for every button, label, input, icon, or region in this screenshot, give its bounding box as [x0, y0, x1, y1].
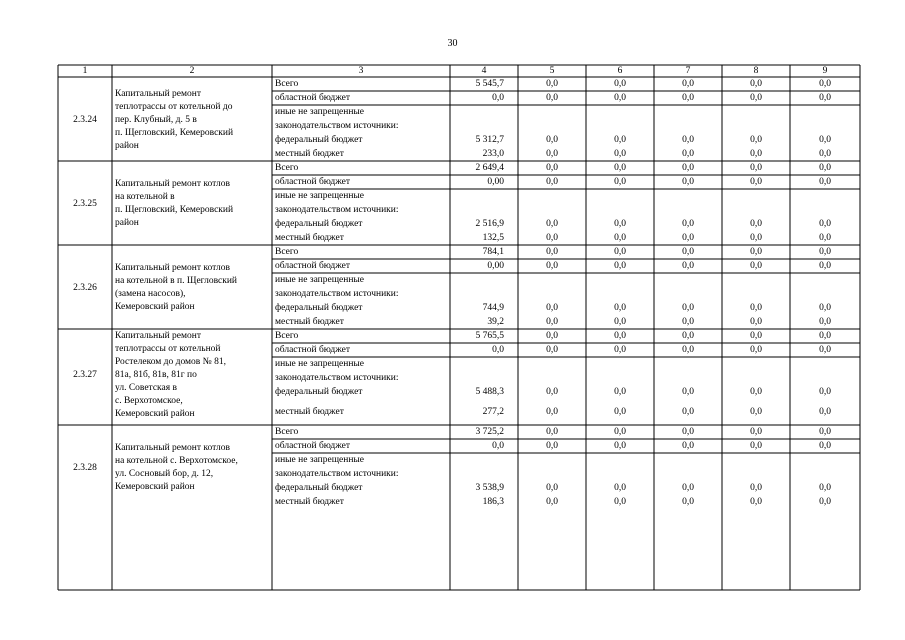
- column-header: 3: [358, 66, 364, 76]
- amount-year: 0,0: [546, 79, 558, 89]
- funding-source-label: областной бюджет: [275, 93, 351, 103]
- amount-year: 0,0: [546, 93, 558, 103]
- amount-year: 0,0: [682, 79, 694, 89]
- object-name-line: с. Верхотомское,: [115, 395, 183, 406]
- amount-year: 0,0: [614, 331, 626, 341]
- amount-total: 39,2: [487, 317, 504, 327]
- amount-year: 0,0: [682, 497, 694, 507]
- amount-year: 0,0: [750, 93, 762, 103]
- amount-year: 0,0: [750, 317, 762, 327]
- amount-year: 0,0: [614, 149, 626, 159]
- object-name-line: Капитальный ремонт: [115, 88, 202, 99]
- amount-year: 0,0: [750, 135, 762, 145]
- amount-year: 0,0: [750, 427, 762, 437]
- amount-year: 0,0: [750, 387, 762, 397]
- amount-year: 0,0: [682, 149, 694, 159]
- amount-year: 0,0: [682, 233, 694, 243]
- amount-year: 0,0: [546, 177, 558, 187]
- funding-source-label: законодательством источники:: [275, 469, 399, 479]
- object-name-line: теплотрассы от котельной до: [115, 101, 233, 112]
- amount-year: 0,0: [546, 135, 558, 145]
- amount-year: 0,0: [819, 303, 831, 313]
- object-name-line: ул. Советская в: [115, 382, 177, 393]
- object-name-line: Кемеровский район: [115, 408, 195, 419]
- amount-year: 0,0: [750, 247, 762, 257]
- amount-year: 0,0: [682, 261, 694, 271]
- amount-year: 0,0: [750, 407, 762, 417]
- amount-year: 0,0: [682, 303, 694, 313]
- amount-total: 5 312,7: [475, 135, 504, 145]
- amount-year: 0,0: [614, 135, 626, 145]
- amount-year: 0,0: [750, 79, 762, 89]
- object-name-line: район: [115, 218, 139, 228]
- amount-year: 0,0: [682, 441, 694, 451]
- funding-source-label: областной бюджет: [275, 261, 351, 271]
- amount-year: 0,0: [682, 427, 694, 437]
- amount-year: 0,0: [682, 219, 694, 229]
- amount-year: 0,0: [614, 247, 626, 257]
- amount-year: 0,0: [750, 261, 762, 271]
- funding-source-label: федеральный бюджет: [275, 483, 363, 493]
- funding-source-label: Всего: [275, 163, 299, 173]
- amount-year: 0,0: [614, 483, 626, 493]
- funding-source-label: областной бюджет: [275, 441, 351, 451]
- amount-year: 0,0: [750, 219, 762, 229]
- amount-year: 0,0: [546, 247, 558, 257]
- amount-total: 0,0: [492, 345, 504, 355]
- amount-year: 0,0: [546, 261, 558, 271]
- funding-source-label: Всего: [275, 331, 299, 341]
- funding-source-label: местный бюджет: [275, 149, 344, 159]
- column-header: 4: [481, 66, 487, 76]
- amount-year: 0,0: [682, 177, 694, 187]
- amount-total: 0,0: [492, 93, 504, 103]
- column-header: 6: [617, 66, 623, 76]
- funding-source-label: иные не запрещенные: [275, 455, 365, 465]
- amount-year: 0,0: [546, 317, 558, 327]
- object-name-line: 81а, 81б, 81в, 81г по: [115, 369, 197, 380]
- column-header: 5: [549, 66, 555, 76]
- amount-year: 0,0: [819, 317, 831, 327]
- amount-year: 0,0: [614, 163, 626, 173]
- amount-year: 0,0: [614, 261, 626, 271]
- amount-year: 0,0: [819, 163, 831, 173]
- object-name-line: Капитальный ремонт котлов: [115, 443, 231, 453]
- amount-year: 0,0: [614, 427, 626, 437]
- funding-source-label: Всего: [275, 247, 299, 257]
- amount-year: 0,0: [819, 441, 831, 451]
- funding-source-label: местный бюджет: [275, 497, 344, 507]
- page-number: 30: [447, 38, 458, 49]
- amount-total: 0,00: [487, 177, 504, 187]
- amount-year: 0,0: [750, 331, 762, 341]
- amount-year: 0,0: [819, 331, 831, 341]
- object-name-line: Ростелеком до домов № 81,: [115, 356, 226, 367]
- amount-year: 0,0: [750, 345, 762, 355]
- amount-year: 0,0: [614, 303, 626, 313]
- amount-total: 3 725,2: [475, 427, 504, 437]
- amount-total: 2 649,4: [475, 163, 504, 173]
- amount-year: 0,0: [614, 177, 626, 187]
- row-code: 2.3.28: [73, 463, 97, 473]
- amount-year: 0,0: [614, 345, 626, 355]
- column-header: 8: [753, 66, 759, 76]
- funding-source-label: федеральный бюджет: [275, 303, 363, 313]
- object-name-line: п. Щегловский, Кемеровский: [115, 127, 234, 138]
- object-name-line: Капитальный ремонт: [115, 330, 202, 341]
- funding-source-label: Всего: [275, 427, 299, 437]
- amount-year: 0,0: [682, 163, 694, 173]
- amount-year: 0,0: [819, 427, 831, 437]
- funding-source-label: законодательством источники:: [275, 289, 399, 299]
- amount-year: 0,0: [819, 483, 831, 493]
- column-header: 9: [822, 66, 828, 76]
- object-name-line: Кемеровский район: [115, 482, 195, 492]
- row-code: 2.3.26: [73, 283, 97, 293]
- funding-source-label: законодательством источники:: [275, 121, 399, 131]
- column-header: 1: [82, 66, 88, 76]
- amount-total: 186,3: [482, 497, 504, 507]
- amount-year: 0,0: [819, 233, 831, 243]
- funding-source-label: федеральный бюджет: [275, 135, 363, 145]
- amount-year: 0,0: [682, 135, 694, 145]
- amount-year: 0,0: [819, 93, 831, 103]
- amount-total: 5 545,7: [475, 79, 504, 89]
- funding-source-label: местный бюджет: [275, 407, 344, 417]
- amount-total: 5 488,3: [475, 387, 504, 397]
- funding-source-label: законодательством источники:: [275, 373, 399, 383]
- amount-year: 0,0: [546, 163, 558, 173]
- column-header: 2: [189, 66, 195, 76]
- amount-total: 277,2: [482, 407, 504, 417]
- funding-source-label: областной бюджет: [275, 345, 351, 355]
- funding-source-label: местный бюджет: [275, 233, 344, 243]
- amount-year: 0,0: [614, 387, 626, 397]
- amount-total: 784,1: [482, 247, 504, 257]
- amount-year: 0,0: [819, 247, 831, 257]
- funding-source-label: федеральный бюджет: [275, 387, 363, 397]
- funding-source-label: федеральный бюджет: [275, 219, 363, 229]
- funding-source-label: областной бюджет: [275, 177, 351, 187]
- amount-year: 0,0: [682, 387, 694, 397]
- amount-total: 2 516,9: [475, 219, 504, 229]
- amount-year: 0,0: [546, 345, 558, 355]
- amount-year: 0,0: [682, 331, 694, 341]
- funding-source-label: иные не запрещенные: [275, 107, 365, 117]
- amount-year: 0,0: [614, 219, 626, 229]
- amount-year: 0,0: [750, 177, 762, 187]
- amount-year: 0,0: [682, 483, 694, 493]
- amount-year: 0,0: [819, 497, 831, 507]
- amount-year: 0,0: [614, 497, 626, 507]
- amount-year: 0,0: [750, 441, 762, 451]
- object-name-line: ул. Сосновый бор, д. 12,: [115, 469, 214, 479]
- amount-year: 0,0: [614, 79, 626, 89]
- amount-total: 0,0: [492, 441, 504, 451]
- amount-year: 0,0: [750, 149, 762, 159]
- amount-year: 0,0: [819, 261, 831, 271]
- funding-source-label: иные не запрещенные: [275, 359, 365, 369]
- funding-source-label: иные не запрещенные: [275, 191, 365, 201]
- amount-year: 0,0: [682, 247, 694, 257]
- funding-source-label: местный бюджет: [275, 317, 344, 327]
- amount-year: 0,0: [750, 497, 762, 507]
- amount-year: 0,0: [819, 149, 831, 159]
- amount-year: 0,0: [546, 387, 558, 397]
- row-code: 2.3.27: [73, 370, 97, 380]
- amount-year: 0,0: [750, 163, 762, 173]
- object-name-line: Капитальный ремонт котлов: [115, 179, 231, 189]
- funding-source-label: Всего: [275, 79, 299, 89]
- amount-year: 0,0: [819, 345, 831, 355]
- column-header: 7: [685, 66, 691, 76]
- amount-year: 0,0: [682, 317, 694, 327]
- object-name-line: п. Щегловский, Кемеровский: [115, 205, 234, 215]
- object-name-line: на котельной с. Верхотомское,: [115, 456, 238, 466]
- amount-year: 0,0: [614, 407, 626, 417]
- amount-year: 0,0: [546, 441, 558, 451]
- amount-year: 0,0: [614, 233, 626, 243]
- object-name-line: теплотрассы от котельной: [115, 343, 221, 354]
- object-name-line: район: [115, 140, 139, 151]
- amount-year: 0,0: [546, 407, 558, 417]
- amount-year: 0,0: [750, 303, 762, 313]
- row-code: 2.3.24: [73, 115, 97, 125]
- amount-year: 0,0: [682, 93, 694, 103]
- amount-year: 0,0: [546, 331, 558, 341]
- amount-total: 744,9: [482, 303, 504, 313]
- object-name-line: пер. Клубный, д. 5 в: [115, 114, 197, 125]
- amount-total: 5 765,5: [475, 331, 504, 341]
- amount-year: 0,0: [750, 233, 762, 243]
- funding-source-label: иные не запрещенные: [275, 275, 365, 285]
- amount-year: 0,0: [546, 497, 558, 507]
- object-name-line: на котельной в: [115, 192, 175, 202]
- amount-year: 0,0: [819, 219, 831, 229]
- amount-year: 0,0: [819, 387, 831, 397]
- amount-year: 0,0: [750, 483, 762, 493]
- amount-year: 0,0: [546, 149, 558, 159]
- amount-total: 0,00: [487, 261, 504, 271]
- amount-year: 0,0: [546, 233, 558, 243]
- amount-year: 0,0: [546, 483, 558, 493]
- object-name-line: на котельной в п. Щегловский: [115, 276, 237, 286]
- object-name-line: (замена насосов),: [115, 289, 186, 299]
- amount-year: 0,0: [819, 177, 831, 187]
- amount-year: 0,0: [819, 135, 831, 145]
- amount-year: 0,0: [682, 407, 694, 417]
- amount-year: 0,0: [614, 317, 626, 327]
- amount-year: 0,0: [682, 345, 694, 355]
- object-name-line: Капитальный ремонт котлов: [115, 263, 231, 273]
- amount-year: 0,0: [546, 303, 558, 313]
- object-name-line: Кемеровский район: [115, 302, 195, 312]
- amount-year: 0,0: [546, 219, 558, 229]
- amount-total: 3 538,9: [475, 483, 504, 493]
- amount-year: 0,0: [614, 93, 626, 103]
- amount-year: 0,0: [614, 441, 626, 451]
- row-code: 2.3.25: [73, 199, 97, 209]
- amount-year: 0,0: [546, 427, 558, 437]
- amount-total: 132,5: [482, 233, 504, 243]
- amount-year: 0,0: [819, 407, 831, 417]
- amount-total: 233,0: [482, 149, 504, 159]
- funding-source-label: законодательством источники:: [275, 205, 399, 215]
- amount-year: 0,0: [819, 79, 831, 89]
